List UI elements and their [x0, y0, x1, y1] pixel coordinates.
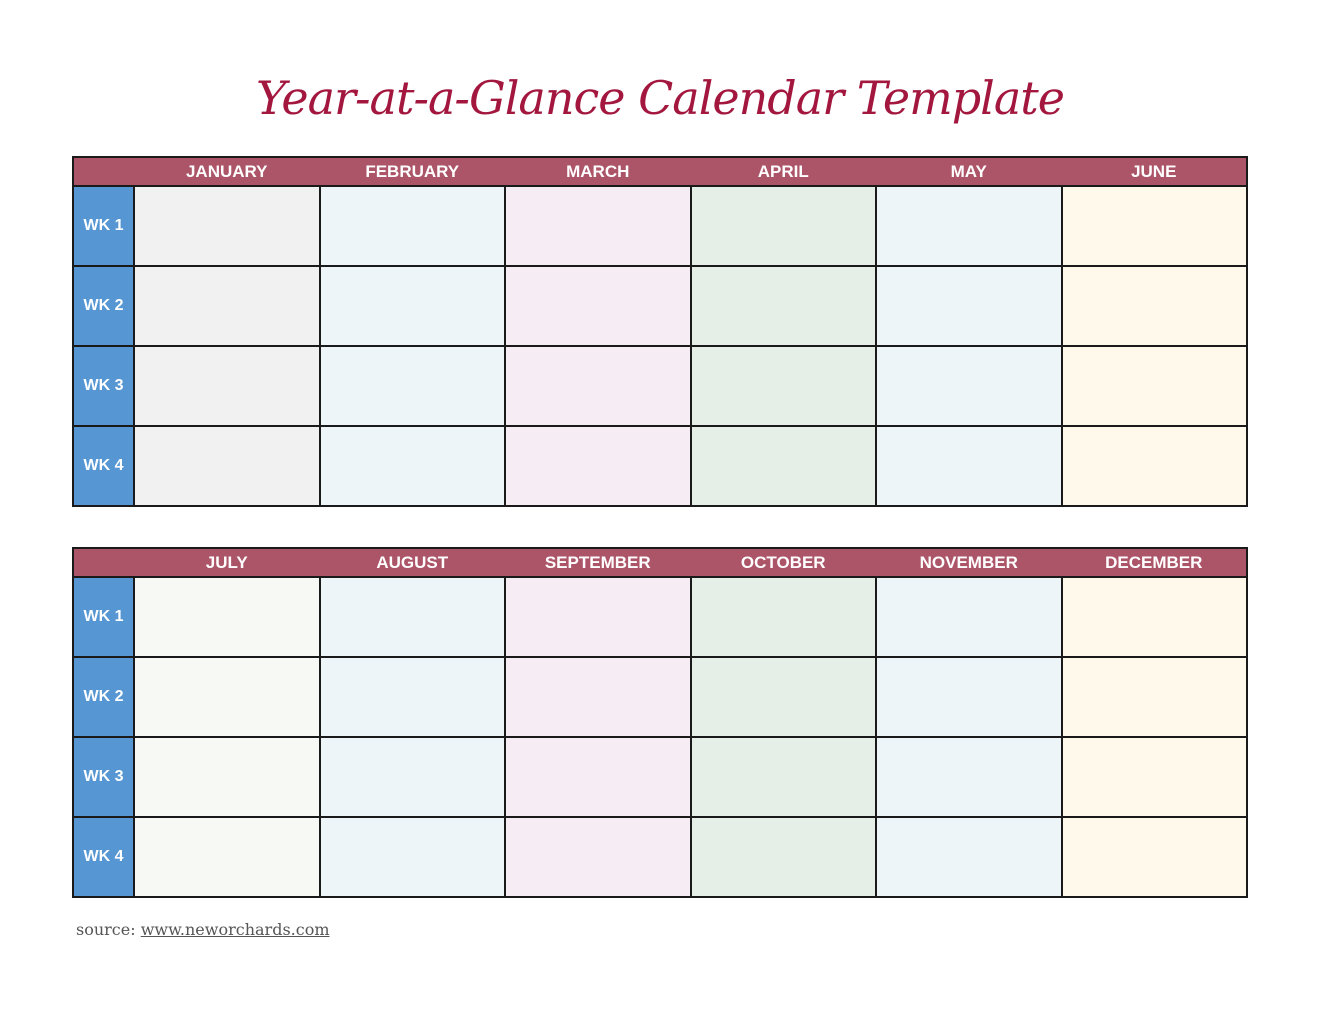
source-note [76, 920, 330, 939]
calendar-cell[interactable] [1062, 346, 1248, 426]
month-header-row [73, 157, 1247, 186]
page-title: Year-at-a-Glance Calendar Template [256, 71, 1064, 125]
calendar-cell[interactable] [505, 426, 691, 506]
week-label: WK 1 [73, 186, 134, 266]
calendar-cell[interactable] [320, 657, 506, 737]
calendar-cell[interactable] [134, 657, 320, 737]
month-header-september: SEPTEMBER [505, 548, 691, 577]
week-label: WK 4 [73, 817, 134, 897]
calendar-table-jul-dec [72, 547, 1248, 898]
month-header-july: JULY [134, 548, 320, 577]
month-header-december: DECEMBER [1062, 548, 1248, 577]
calendar-cell[interactable] [876, 577, 1062, 657]
calendar-cell[interactable] [134, 817, 320, 897]
calendar-cell[interactable] [320, 737, 506, 817]
week-label: WK 3 [73, 346, 134, 426]
week-label: WK 1 [73, 577, 134, 657]
week-row [73, 186, 1247, 266]
calendar-cell[interactable] [320, 266, 506, 346]
month-header-october: OCTOBER [691, 548, 877, 577]
calendar-cell[interactable] [1062, 817, 1248, 897]
month-header-november: NOVEMBER [876, 548, 1062, 577]
calendar-cell[interactable] [691, 346, 877, 426]
week-label: WK 4 [73, 426, 134, 506]
week-row [73, 737, 1247, 817]
calendar-cell[interactable] [1062, 737, 1248, 817]
calendar-cell[interactable] [134, 266, 320, 346]
calendar-cell[interactable] [876, 426, 1062, 506]
calendar-table-jan-jun [72, 156, 1248, 507]
header-corner [73, 157, 134, 186]
calendar-cell[interactable] [876, 346, 1062, 426]
calendar-cell[interactable] [691, 817, 877, 897]
calendar-cell[interactable] [1062, 426, 1248, 506]
calendar-cell[interactable] [691, 426, 877, 506]
week-label: WK 3 [73, 737, 134, 817]
month-header-january: JANUARY [134, 157, 320, 186]
calendar-cell[interactable] [134, 577, 320, 657]
calendar-cell[interactable] [691, 657, 877, 737]
week-row [73, 426, 1247, 506]
calendar-cell[interactable] [691, 577, 877, 657]
calendar-cell[interactable] [320, 346, 506, 426]
calendar-cell[interactable] [320, 577, 506, 657]
calendar-cell[interactable] [134, 737, 320, 817]
week-row [73, 577, 1247, 657]
calendar-cell[interactable] [320, 186, 506, 266]
month-header-may: MAY [876, 157, 1062, 186]
month-header-row [73, 548, 1247, 577]
week-row [73, 346, 1247, 426]
month-header-february: FEBRUARY [320, 157, 506, 186]
calendar-cell[interactable] [505, 186, 691, 266]
source-link[interactable]: www.neworchards.com [140, 920, 330, 939]
calendar-cell[interactable] [505, 577, 691, 657]
month-header-august: AUGUST [320, 548, 506, 577]
calendar-cell[interactable] [1062, 266, 1248, 346]
calendar-cell[interactable] [876, 266, 1062, 346]
calendar-cell[interactable] [505, 737, 691, 817]
calendar-cell[interactable] [505, 657, 691, 737]
calendar-cell[interactable] [691, 737, 877, 817]
calendar-cell[interactable] [876, 737, 1062, 817]
calendar-cell[interactable] [1062, 186, 1248, 266]
calendar-cell[interactable] [1062, 577, 1248, 657]
calendar-cell[interactable] [876, 186, 1062, 266]
calendar-cell[interactable] [320, 426, 506, 506]
week-label: WK 2 [73, 657, 134, 737]
week-row [73, 657, 1247, 737]
source-label: source: [76, 920, 136, 939]
calendar-cell[interactable] [320, 817, 506, 897]
calendar-cell[interactable] [691, 266, 877, 346]
calendar-cell[interactable] [134, 186, 320, 266]
calendar-cell[interactable] [876, 817, 1062, 897]
calendar-cell[interactable] [876, 657, 1062, 737]
month-header-april: APRIL [691, 157, 877, 186]
week-row [73, 266, 1247, 346]
header-corner [73, 548, 134, 577]
calendar-cell[interactable] [505, 346, 691, 426]
week-label: WK 2 [73, 266, 134, 346]
calendar-cell[interactable] [691, 186, 877, 266]
calendar-cell[interactable] [505, 817, 691, 897]
calendar-cell[interactable] [134, 426, 320, 506]
week-row [73, 817, 1247, 897]
month-header-march: MARCH [505, 157, 691, 186]
calendar-cell[interactable] [134, 346, 320, 426]
calendar-cell[interactable] [1062, 657, 1248, 737]
calendar-cell[interactable] [505, 266, 691, 346]
month-header-june: JUNE [1062, 157, 1248, 186]
